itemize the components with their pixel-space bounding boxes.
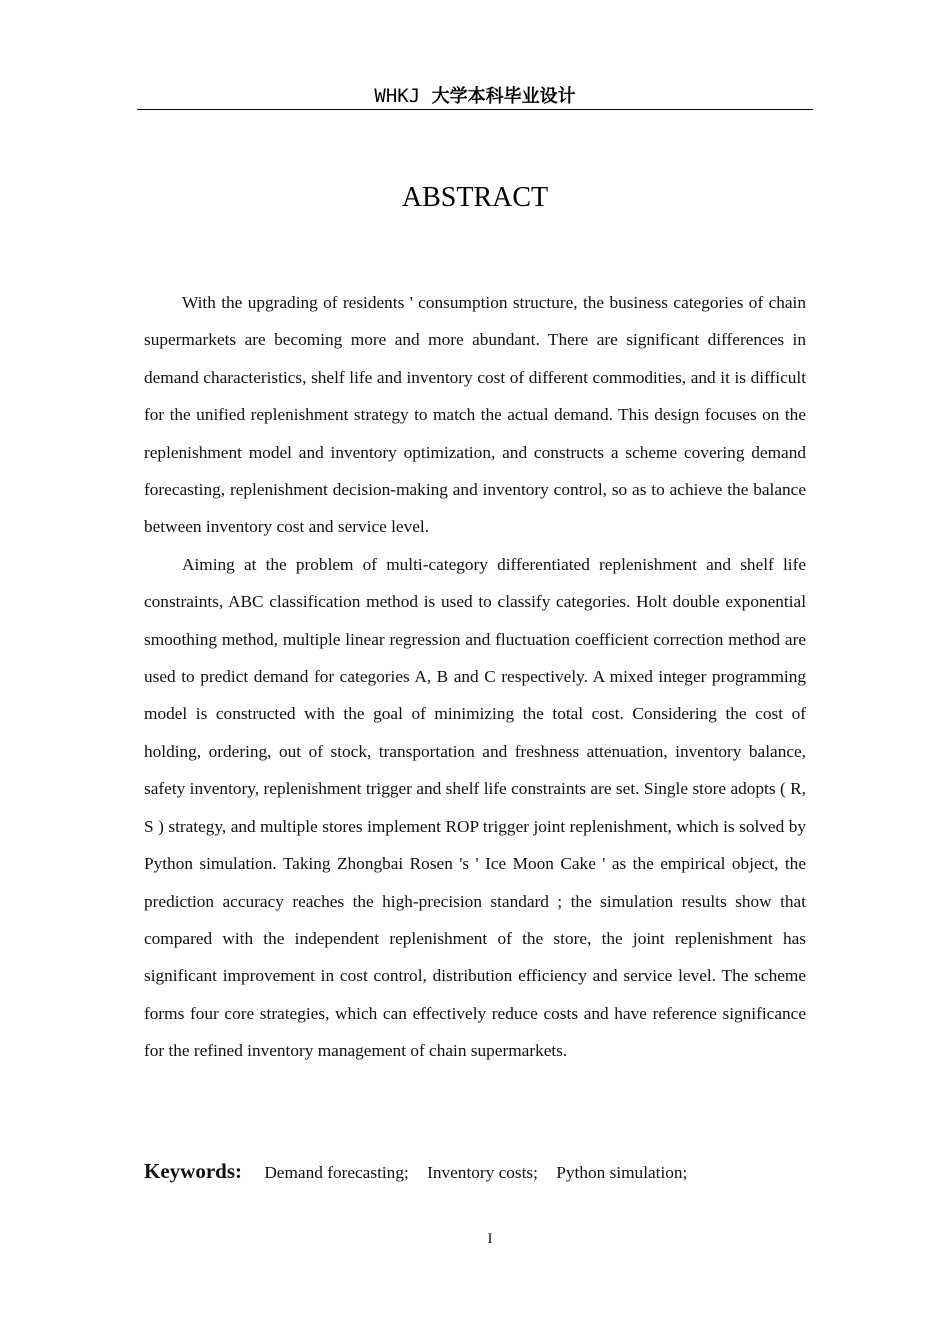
keyword-item: Inventory costs;	[427, 1163, 538, 1182]
abstract-paragraph-2: Aiming at the problem of multi-category differentiated replenishment and shelf life constraints, ABC classification method is used to classify categories. Holt double exponential smoothing method, multiple linear regression and fluctuation coefficient correction method are used to predict demand for categories A, B and C respectively. A mixed integer programming model is constructed with the goal of minimizing the total cost. Considering the cost of holding, ordering, out of stock, transportation and freshness attenuation, inventory balance, safety inventory, replenishment trigger and shelf life constraints are set. Single store adopts ( R, S ) strategy, and multiple stores implement ROP trigger joint replenishment, which is solved by Python simulation. Taking Zhongbai Rosen 's ' Ice Moon Cake ' as the empirical object, the prediction accuracy reaches the high-precision standard ; the simulation results show that compared with the independent replenishment of the store, the joint replenishment has significant improvement in cost control, distribution efficiency and service level. The scheme forms four core strategies, which can effectively reduce costs and have reference significance for the refined inventory management of chain supermarkets.	[144, 554, 806, 1061]
running-header	[137, 84, 813, 110]
keywords-label: Keywords:	[144, 1159, 242, 1183]
abstract-body	[144, 284, 806, 1070]
header-latin: WHKJ	[374, 85, 421, 107]
abstract-paragraph-1: With the upgrading of residents ' consumption structure, the business categories of chain supermarkets are becoming more and more abundant. There are significant differences in demand characteristics, shelf life and inventory cost of different commodities, and it is difficult for the unified replenishment strategy to match the actual demand. This design focuses on the replenishment model and inventory optimization, and constructs a scheme covering demand forecasting, replenishment decision-making and inventory control, so as to achieve the balance between inventory cost and service level.	[144, 293, 806, 537]
keywords-line	[144, 1153, 806, 1191]
page-title: ABSTRACT	[401, 182, 549, 213]
keyword-item: Demand forecasting;	[264, 1163, 409, 1182]
page-number: I	[487, 1231, 493, 1247]
header-chinese: 大学本科毕业设计	[431, 86, 576, 107]
keyword-item: Python simulation;	[556, 1163, 688, 1182]
